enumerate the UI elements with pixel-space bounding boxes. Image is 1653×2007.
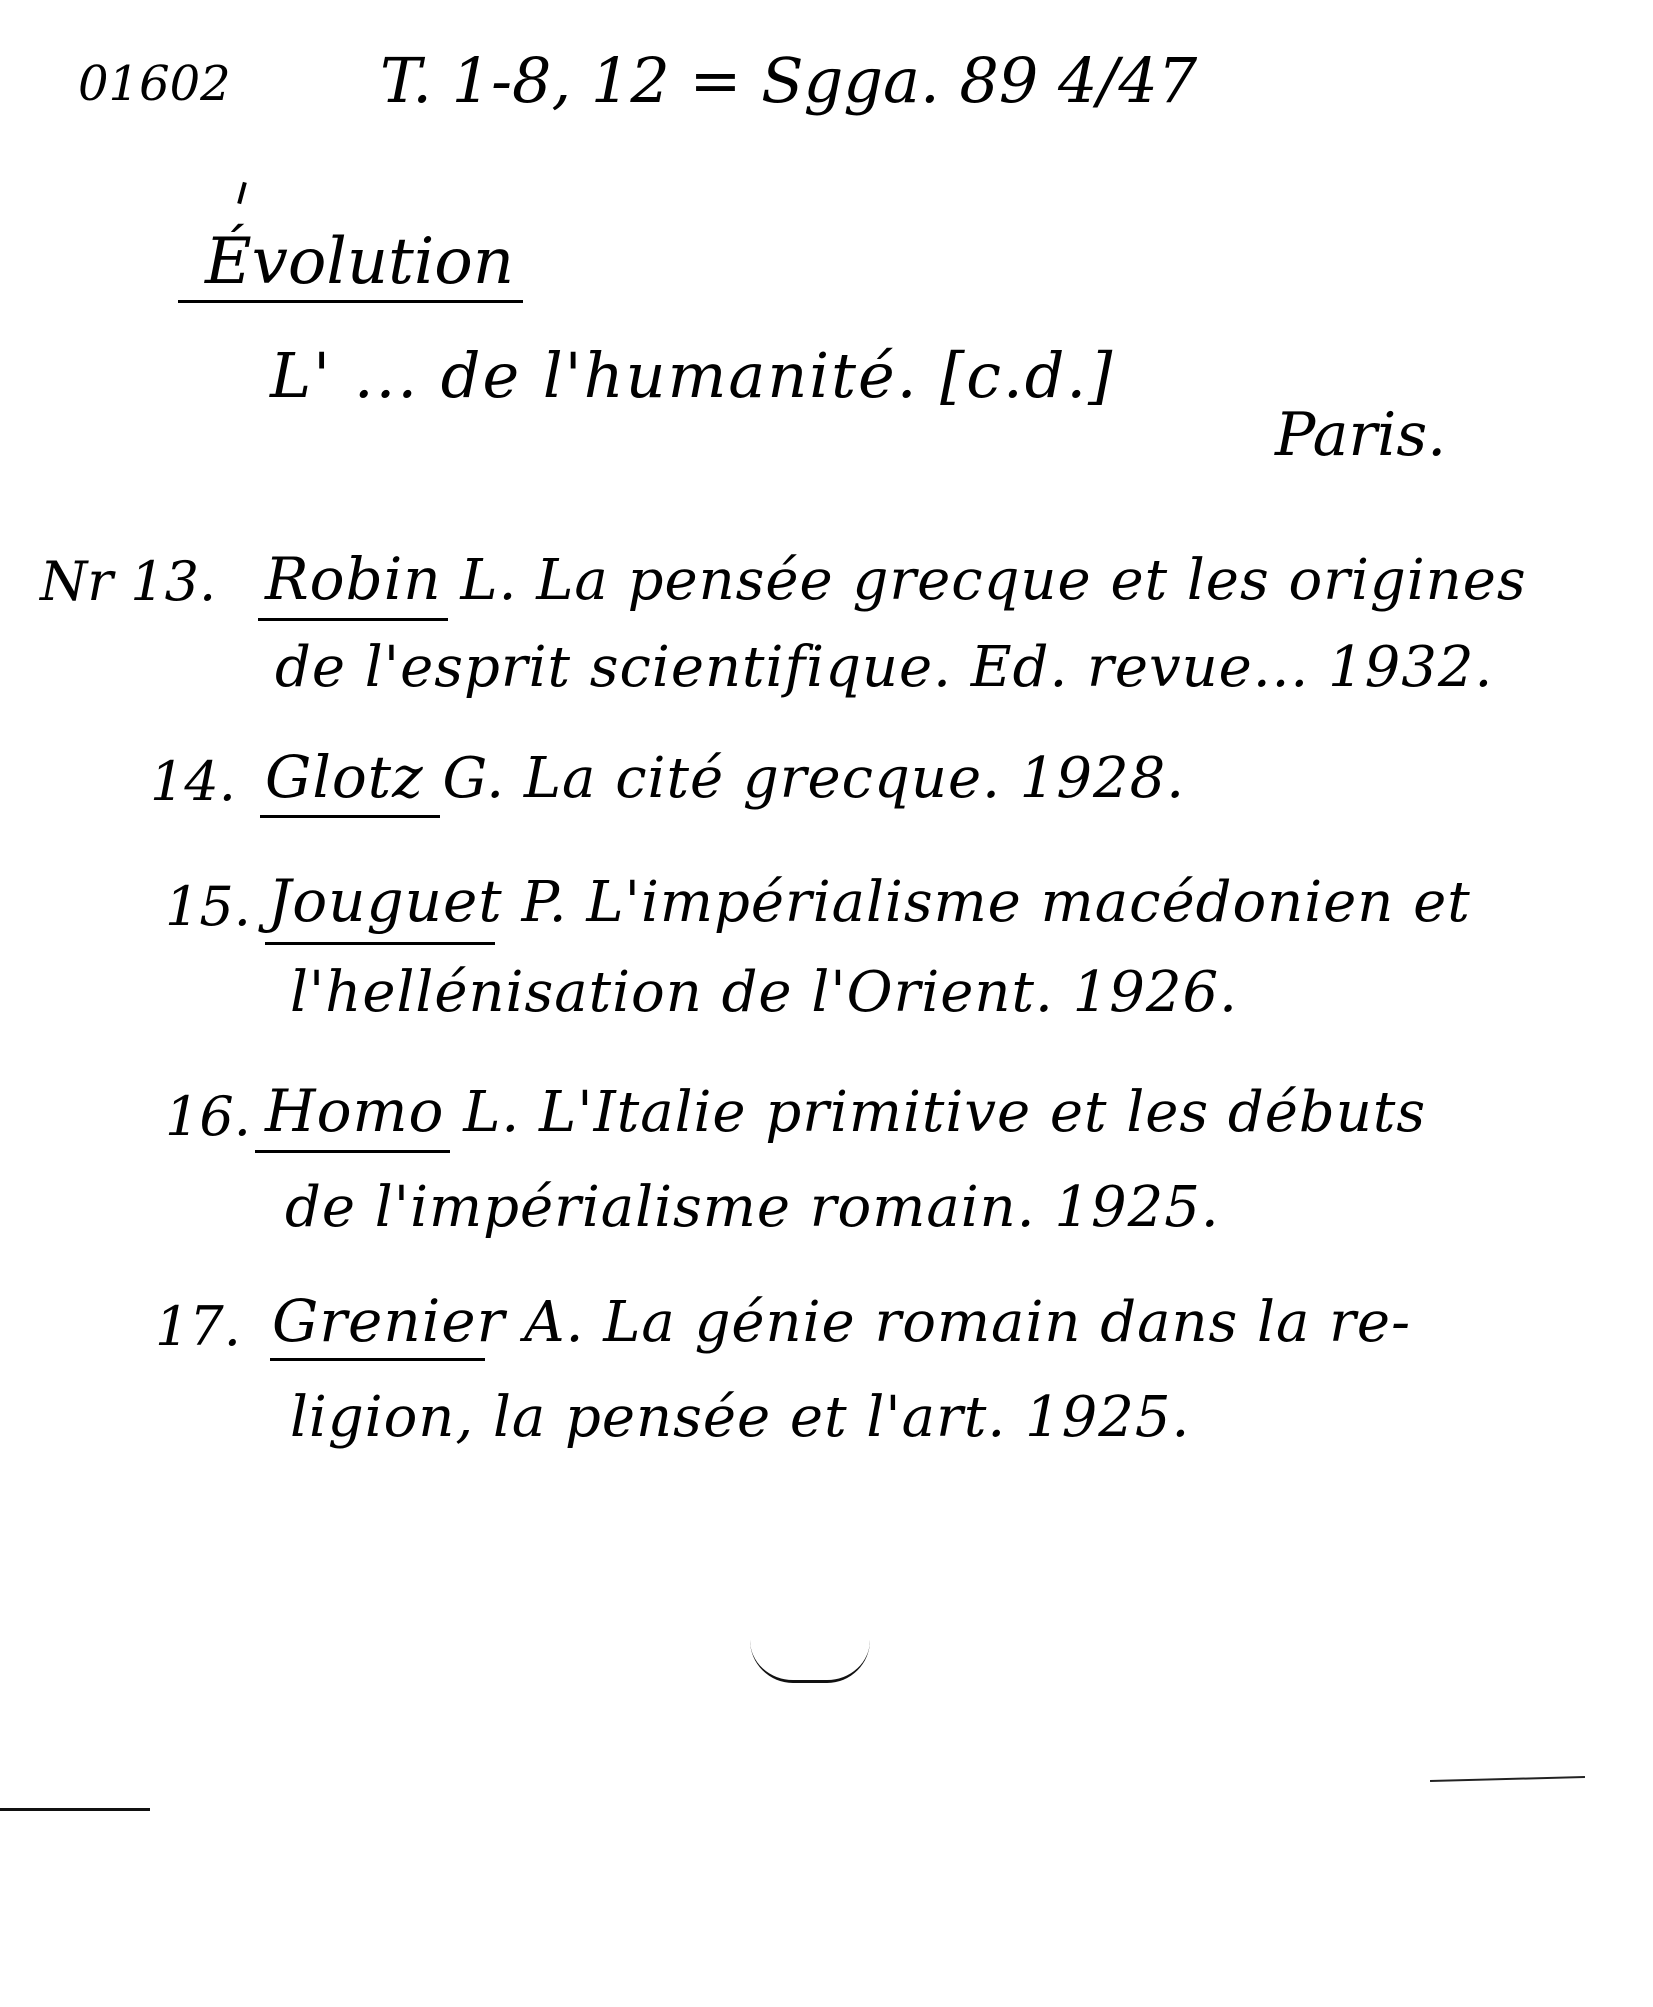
entry-number: Nr 13. — [40, 550, 217, 613]
entry-author: Jouguet — [268, 867, 503, 935]
entry-line-1 — [272, 1287, 1411, 1355]
entry-title-start: G. La cité grecque. 1928. — [423, 746, 1185, 811]
entry-number: 17. — [155, 1295, 241, 1358]
series-title: Évolution — [205, 225, 515, 299]
entry-author: Homo — [265, 1077, 445, 1145]
author-underline — [255, 1150, 450, 1153]
author-underline — [260, 815, 440, 818]
entry-title-start: P. L'impérialisme macédonien et — [502, 870, 1471, 935]
author-underline — [270, 1358, 485, 1361]
entry-number: 16. — [165, 1085, 251, 1148]
shelfmark: T. 1-8, 12 = Sgga. 89 4/47 — [380, 44, 1198, 117]
entry-line-2: de l'esprit scientifique. Ed. revue... 1932. — [275, 635, 1494, 700]
edge-line-mark — [0, 1808, 150, 1811]
entry-title-start: L. L'Italie primitive et les débuts — [444, 1080, 1427, 1145]
entry-line-1 — [265, 545, 1527, 613]
call-number: 01602 — [78, 56, 231, 112]
entry-line-2: ligion, la pensée et l'art. 1925. — [290, 1385, 1191, 1450]
entry-line-2: de l'impérialisme romain. 1925. — [285, 1175, 1220, 1240]
author-underline — [265, 942, 495, 945]
entry-author: Grenier — [272, 1287, 506, 1355]
entry-title-start: L. La pensée grecque et les origines — [441, 548, 1527, 613]
entry-title-start: A. La génie romain dans la re- — [505, 1290, 1411, 1355]
entry-author: Robin — [265, 545, 442, 613]
series-title-underline — [178, 300, 523, 303]
author-underline — [258, 618, 448, 621]
entry-author: Glotz — [265, 743, 424, 811]
entry-line-2: l'hellénisation de l'Orient. 1926. — [290, 960, 1238, 1025]
pen-stroke-mark — [750, 1640, 870, 1683]
accent-mark — [237, 182, 247, 204]
series-subtitle: L' ... de l'humanité. [c.d.] — [270, 339, 1115, 412]
entry-line-1 — [265, 743, 1185, 811]
entry-number: 15. — [165, 875, 251, 938]
edge-line-mark — [1430, 1776, 1585, 1782]
entry-line-1 — [268, 867, 1471, 935]
publication-place: Paris. — [1275, 400, 1447, 470]
entry-line-1 — [265, 1077, 1427, 1145]
entry-number: 14. — [150, 750, 236, 813]
